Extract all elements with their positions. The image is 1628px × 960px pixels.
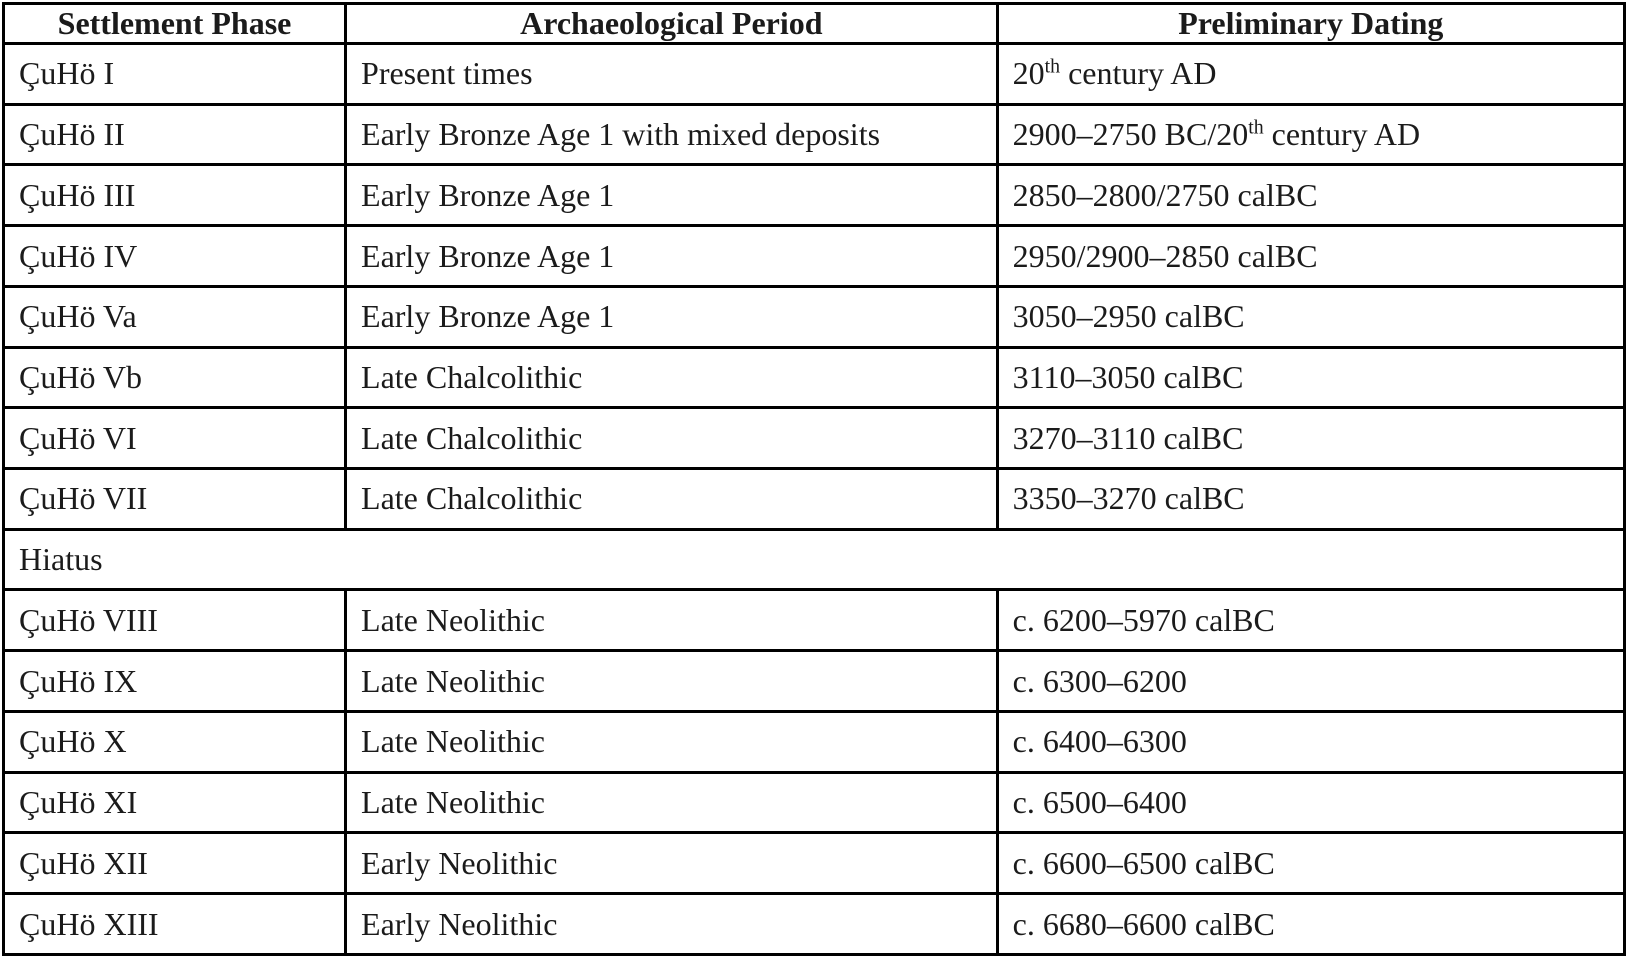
- dating-text: 2900–2750 BC/20: [1012, 116, 1249, 153]
- header-settlement-phase: Settlement Phase: [4, 4, 346, 44]
- dating-cell: 3110–3050 calBC: [997, 347, 1624, 408]
- dating-cell: 3050–2950 calBC: [997, 286, 1624, 347]
- phase-cell: ÇuHö XIII: [4, 894, 346, 955]
- table-row: [4, 104, 1625, 165]
- period-cell: Early Bronze Age 1: [346, 286, 998, 347]
- period-cell: Late Neolithic: [346, 772, 998, 833]
- table-row: [4, 772, 1625, 833]
- hiatus-cell: Hiatus: [4, 529, 1625, 590]
- period-cell: Late Chalcolithic: [346, 347, 998, 408]
- ordinal-superscript: th: [1044, 55, 1061, 78]
- period-cell: Early Bronze Age 1: [346, 226, 998, 287]
- table-row: [4, 469, 1625, 530]
- phase-cell: ÇuHö VIII: [4, 590, 346, 651]
- dating-text: 20: [1012, 55, 1045, 92]
- period-cell: Early Neolithic: [346, 894, 998, 955]
- table-row: [4, 226, 1625, 287]
- period-cell: Late Neolithic: [346, 711, 998, 772]
- dating-text: century AD: [1263, 116, 1421, 153]
- dating-cell: [997, 44, 1624, 105]
- table-row: [4, 286, 1625, 347]
- period-cell: Present times: [346, 44, 998, 105]
- header-archaeological-period: Archaeological Period: [346, 4, 998, 44]
- table-row: [4, 408, 1625, 469]
- settlement-phases-table: [2, 2, 1626, 956]
- table-row: [4, 894, 1625, 955]
- phase-cell: ÇuHö IV: [4, 226, 346, 287]
- table-row: [4, 651, 1625, 712]
- table-row: [4, 347, 1625, 408]
- dating-cell: [997, 104, 1624, 165]
- dating-cell: 2950/2900–2850 calBC: [997, 226, 1624, 287]
- dating-cell: c. 6400–6300: [997, 711, 1624, 772]
- dating-cell: c. 6500–6400: [997, 772, 1624, 833]
- ordinal-superscript: th: [1248, 116, 1264, 139]
- phase-cell: ÇuHö XII: [4, 833, 346, 894]
- phase-cell: ÇuHö VI: [4, 408, 346, 469]
- table-row: [4, 711, 1625, 772]
- dating-cell: c. 6680–6600 calBC: [997, 894, 1624, 955]
- phase-cell: ÇuHö Vb: [4, 347, 346, 408]
- table-row: [4, 833, 1625, 894]
- period-cell: Late Chalcolithic: [346, 469, 998, 530]
- dating-cell: c. 6200–5970 calBC: [997, 590, 1624, 651]
- period-cell: Early Bronze Age 1: [346, 165, 998, 226]
- dating-cell: 3350–3270 calBC: [997, 469, 1624, 530]
- table-header-row: [4, 4, 1625, 44]
- dating-cell: 2850–2800/2750 calBC: [997, 165, 1624, 226]
- phase-cell: ÇuHö IX: [4, 651, 346, 712]
- hiatus-row: [4, 529, 1625, 590]
- period-cell: Late Chalcolithic: [346, 408, 998, 469]
- period-cell: Early Neolithic: [346, 833, 998, 894]
- period-cell: Late Neolithic: [346, 651, 998, 712]
- table-row: [4, 44, 1625, 105]
- phase-cell: ÇuHö VII: [4, 469, 346, 530]
- phase-cell: ÇuHö XI: [4, 772, 346, 833]
- phase-cell: ÇuHö I: [4, 44, 346, 105]
- dating-cell: c. 6600–6500 calBC: [997, 833, 1624, 894]
- dating-cell: 3270–3110 calBC: [997, 408, 1624, 469]
- period-cell: Late Neolithic: [346, 590, 998, 651]
- phase-cell: ÇuHö III: [4, 165, 346, 226]
- dating-cell: c. 6300–6200: [997, 651, 1624, 712]
- table-row: [4, 165, 1625, 226]
- header-preliminary-dating: Preliminary Dating: [997, 4, 1624, 44]
- phase-cell: ÇuHö X: [4, 711, 346, 772]
- table-row: [4, 590, 1625, 651]
- phase-cell: ÇuHö II: [4, 104, 346, 165]
- dating-text: century AD: [1060, 55, 1217, 92]
- period-cell: Early Bronze Age 1 with mixed deposits: [346, 104, 998, 165]
- phase-cell: ÇuHö Va: [4, 286, 346, 347]
